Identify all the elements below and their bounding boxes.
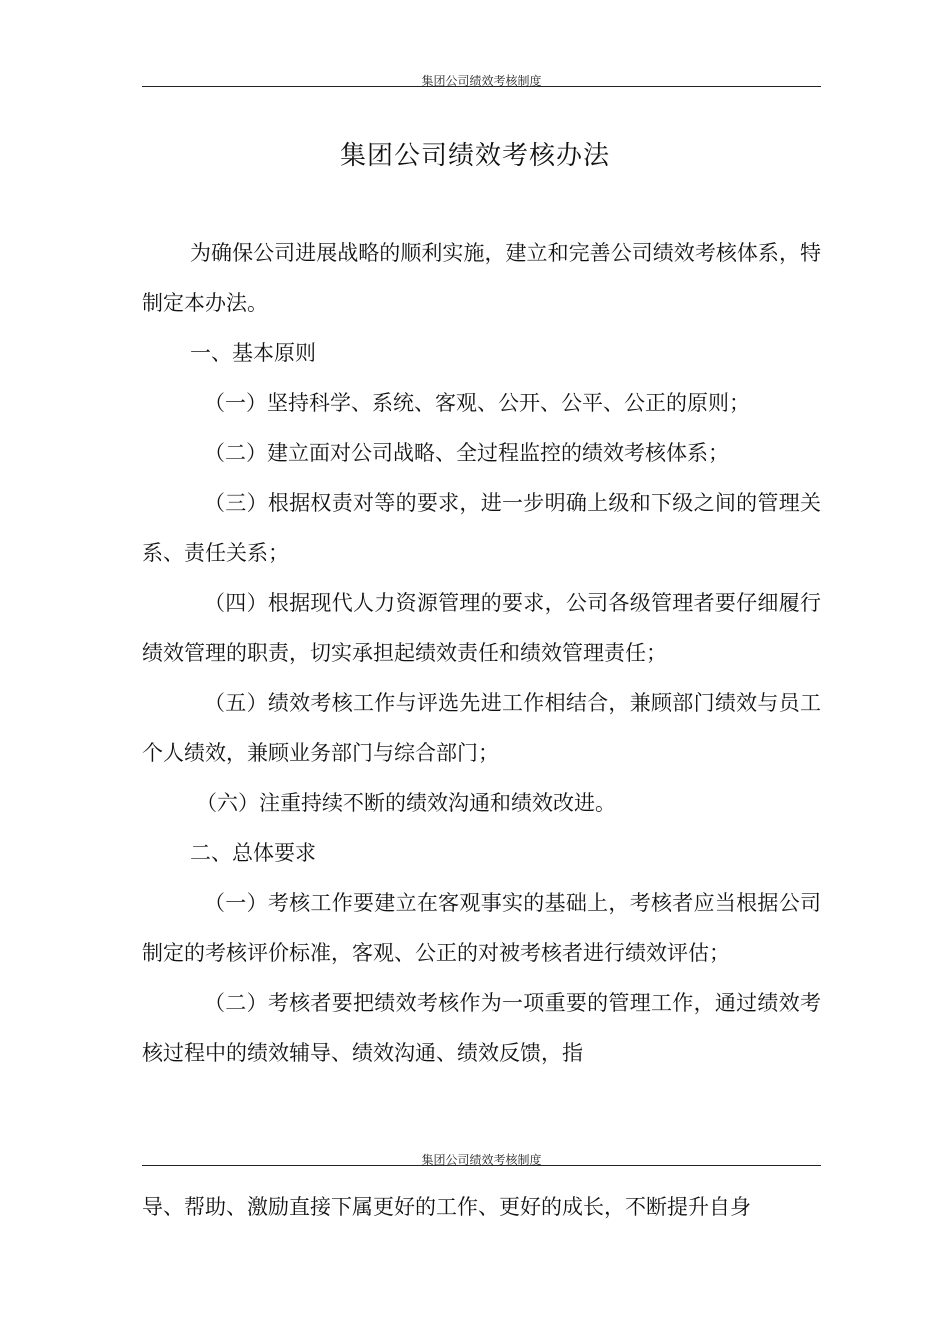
section-heading-requirements: 二、总体要求 [190, 841, 316, 865]
header-rule-2 [142, 1165, 821, 1166]
document-body-page1 [142, 228, 821, 1078]
principle-item-1: （一）坚持科学、系统、客观、公开、公平、公正的原则； [204, 391, 750, 415]
principle-item-2: （二）建立面对公司战略、全过程监控的绩效考核体系； [204, 441, 729, 465]
section-heading-principles: 一、基本原则 [190, 341, 316, 365]
running-header-2: 集团公司绩效考核制度 [421, 1153, 542, 1167]
principle-item-3: （三）根据权责对等的要求，进一步明确上级和下级之间的管理关系、责任关系； [142, 491, 821, 565]
principle-item-5: （五）绩效考核工作与评选先进工作相结合，兼顾部门绩效与员工个人绩效，兼顾业务部门与综合部门； [142, 691, 821, 765]
running-header: 集团公司绩效考核制度 [421, 74, 542, 88]
continued-paragraph: 导、帮助、激励直接下属更好的工作、更好的成长，不断提升自身 [142, 1195, 751, 1219]
requirement-item-1: （一）考核工作要建立在客观事实的基础上，考核者应当根据公司制定的考核评价标准，客观、公正的对被考核者进行绩效评估； [142, 891, 821, 965]
intro-paragraph: 为确保公司进展战略的顺利实施，建立和完善公司绩效考核体系，特制定本办法。 [142, 241, 821, 315]
principle-item-4: （四）根据现代人力资源管理的要求，公司各级管理者要仔细履行绩效管理的职责，切实承担起绩效责任和绩效管理责任； [142, 591, 821, 665]
document-title: 集团公司绩效考核办法 [339, 141, 610, 171]
document-body-page2 [142, 1182, 821, 1232]
header-rule [142, 86, 821, 87]
requirement-item-2: （二）考核者要把绩效考核作为一项重要的管理工作，通过绩效考核过程中的绩效辅导、绩效沟通、绩效反馈，指 [142, 991, 821, 1065]
principle-item-6: （六）注重持续不断的绩效沟通和绩效改进。 [196, 791, 616, 815]
